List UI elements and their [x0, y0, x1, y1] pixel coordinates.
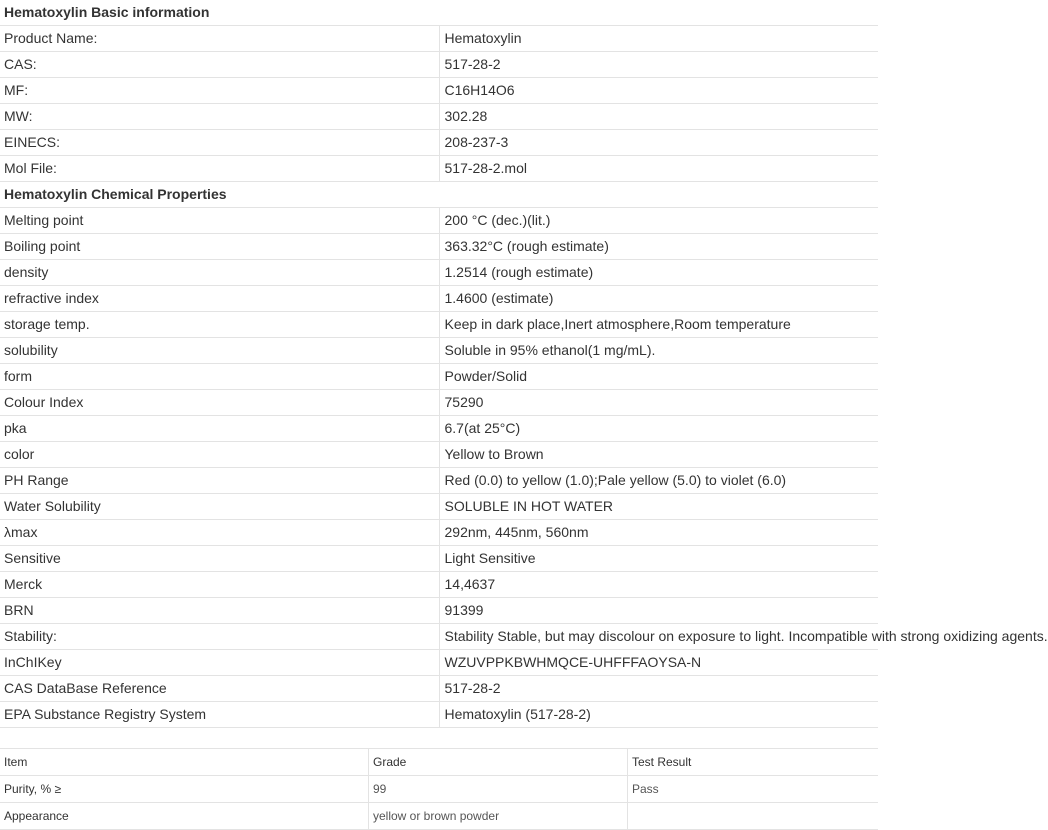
row-label: storage temp. — [0, 312, 439, 338]
row-label: Mol File: — [0, 156, 439, 182]
section-header-basic-info — [0, 0, 878, 26]
table-row — [0, 312, 878, 338]
table-row — [0, 286, 878, 312]
column-header-grade: Grade — [369, 749, 628, 776]
row-label: Product Name: — [0, 26, 439, 52]
table-row — [0, 338, 878, 364]
row-label: Sensitive — [0, 546, 439, 572]
table-row — [0, 702, 878, 728]
table-row — [0, 494, 878, 520]
table-row — [0, 234, 878, 260]
table-row — [0, 776, 878, 803]
row-label: Colour Index — [0, 390, 439, 416]
row-value: 6.7(at 25°C) — [439, 416, 878, 442]
row-value: Stability Stable, but may discolour on exposure to light. Incompatible with strong oxidizing agents. — [439, 624, 878, 650]
row-value: 517-28-2 — [439, 676, 878, 702]
row-value: SOLUBLE IN HOT WATER — [439, 494, 878, 520]
spec-result — [628, 803, 879, 830]
table-row — [0, 598, 878, 624]
row-label: Melting point — [0, 208, 439, 234]
row-label: color — [0, 442, 439, 468]
spec-grade: 99 — [369, 776, 628, 803]
section-title: Hematoxylin Chemical Properties — [0, 182, 878, 208]
column-header-test-result: Test Result — [628, 749, 879, 776]
table-row — [0, 208, 878, 234]
table-row — [0, 442, 878, 468]
row-label: Stability: — [0, 624, 439, 650]
row-label: solubility — [0, 338, 439, 364]
row-value: 75290 — [439, 390, 878, 416]
spec-item: Appearance — [0, 803, 369, 830]
table-row — [0, 26, 878, 52]
spec-grade: yellow or brown powder — [369, 803, 628, 830]
section-header-chemical-properties — [0, 182, 878, 208]
specification-table — [0, 748, 878, 830]
table-row — [0, 52, 878, 78]
row-value: 91399 — [439, 598, 878, 624]
row-value: 517-28-2 — [439, 52, 878, 78]
row-label: λmax — [0, 520, 439, 546]
table-row — [0, 676, 878, 702]
table-row — [0, 390, 878, 416]
row-value: Hematoxylin (517-28-2) — [439, 702, 878, 728]
row-value: 363.32°C (rough estimate) — [439, 234, 878, 260]
row-label: EINECS: — [0, 130, 439, 156]
table-row — [0, 546, 878, 572]
table-row — [0, 260, 878, 286]
row-value: 14,4637 — [439, 572, 878, 598]
spec-result: Pass — [628, 776, 879, 803]
table-row — [0, 572, 878, 598]
table-row — [0, 130, 878, 156]
row-value: Hematoxylin — [439, 26, 878, 52]
row-value: Light Sensitive — [439, 546, 878, 572]
row-label: BRN — [0, 598, 439, 624]
row-label: pka — [0, 416, 439, 442]
spec-item: Purity, % ≥ — [0, 776, 369, 803]
table-row — [0, 104, 878, 130]
table-row — [0, 520, 878, 546]
row-value: 208-237-3 — [439, 130, 878, 156]
row-label: form — [0, 364, 439, 390]
table-row — [0, 624, 878, 650]
row-value: 1.2514 (rough estimate) — [439, 260, 878, 286]
table-row — [0, 364, 878, 390]
mol-file-link[interactable]: 517-28-2.mol — [439, 156, 878, 182]
row-label: density — [0, 260, 439, 286]
row-label: Water Solubility — [0, 494, 439, 520]
table-row — [0, 468, 878, 494]
table-row — [0, 78, 878, 104]
row-label: PH Range — [0, 468, 439, 494]
row-value: Keep in dark place,Inert atmosphere,Room temperature — [439, 312, 878, 338]
table-row — [0, 803, 878, 830]
row-value: 1.4600 (estimate) — [439, 286, 878, 312]
row-value: 200 °C (dec.)(lit.) — [439, 208, 878, 234]
row-value: Yellow to Brown — [439, 442, 878, 468]
row-label: MF: — [0, 78, 439, 104]
row-value: WZUVPPKBWHMQCE-UHFFFAOYSA-N — [439, 650, 878, 676]
row-value: 292nm, 445nm, 560nm — [439, 520, 878, 546]
row-value: Powder/Solid — [439, 364, 878, 390]
row-value: Red (0.0) to yellow (1.0);Pale yellow (5.0) to violet (6.0) — [439, 468, 878, 494]
row-label: InChIKey — [0, 650, 439, 676]
table-row — [0, 416, 878, 442]
spec-header-row — [0, 749, 878, 776]
column-header-item: Item — [0, 749, 369, 776]
row-label: Merck — [0, 572, 439, 598]
section-title: Hematoxylin Basic information — [0, 0, 878, 26]
row-label: refractive index — [0, 286, 439, 312]
row-label: MW: — [0, 104, 439, 130]
row-value: Soluble in 95% ethanol(1 mg/mL). — [439, 338, 878, 364]
row-label: Boiling point — [0, 234, 439, 260]
row-value: C16H14O6 — [439, 78, 878, 104]
row-label: EPA Substance Registry System — [0, 702, 439, 728]
table-row — [0, 156, 878, 182]
row-value: 302.28 — [439, 104, 878, 130]
row-label: CAS DataBase Reference — [0, 676, 439, 702]
row-label: CAS: — [0, 52, 439, 78]
table-row — [0, 650, 878, 676]
